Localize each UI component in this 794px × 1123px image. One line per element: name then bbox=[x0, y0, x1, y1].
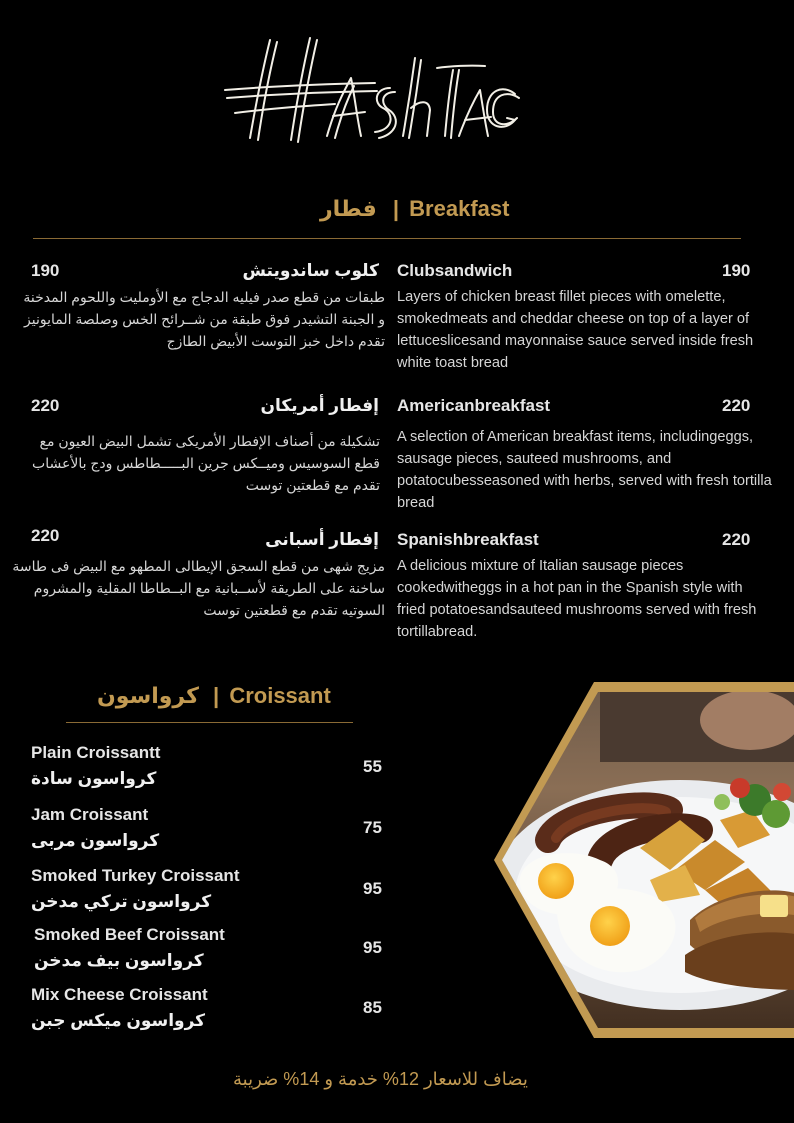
breakfast-title bbox=[320, 196, 509, 222]
croissant-name-ar: كرواسون تركي مدخن bbox=[31, 892, 212, 911]
croissant-price: 95 bbox=[363, 938, 382, 957]
item-name-ar: كلوب ساندويتش bbox=[242, 261, 379, 280]
item-name-en: Clubsandwich bbox=[397, 261, 513, 280]
item-name-ar: إفطار أسبانى bbox=[265, 530, 379, 549]
croissant-name-ar: كرواسون سادة bbox=[31, 769, 157, 788]
croissant-name-en: Plain Croissantt bbox=[31, 743, 161, 762]
croissant-price: 85 bbox=[363, 998, 382, 1017]
croissant-title-sep: | bbox=[213, 683, 220, 708]
croissant-title bbox=[97, 683, 331, 709]
croissant-name-ar: كرواسون ميكس جبن bbox=[31, 1011, 206, 1030]
croissant-price: 75 bbox=[363, 818, 382, 837]
item-price-en: 220 bbox=[722, 396, 751, 415]
croissant-title-ar: كرواسون bbox=[97, 683, 199, 708]
item-price-ar: 190 bbox=[31, 261, 60, 280]
item-desc-ar: طبقات من قطع صدر فيليه الدجاج مع الأومليت واللحوم المدخنة و الجبنة التشيدر فوق طبقة من شــرائح الخس وصلصة المايونيز تقدم داخل خبز التوست الأبيض الطازج bbox=[23, 289, 385, 349]
croissant-title-en: Croissant bbox=[229, 683, 331, 708]
item-price-ar: 220 bbox=[31, 396, 60, 415]
item-desc-en: A delicious mixture of Italian sausage pieces cookedwitheggs in a hot pan in the Spanish style with fried potatoesandsauteed mushrooms served with fresh tortillabread. bbox=[397, 558, 757, 640]
croissant-name-en: Smoked Beef Croissant bbox=[34, 925, 225, 944]
brand-logo bbox=[215, 28, 525, 158]
breakfast-photo bbox=[490, 680, 794, 1040]
croissant-divider bbox=[66, 722, 353, 723]
item-price-en: 220 bbox=[722, 530, 751, 549]
item-desc-ar: مزيج شهى من قطع السجق الإيطالى المطهو مع البيض فى طاسة ساخنة على الطريقة لأســبانية مع البــطاطا المقلية والمشروم السوتيه تقدم مع قطعتين توست bbox=[12, 558, 385, 618]
croissant-price: 55 bbox=[363, 757, 382, 776]
breakfast-divider bbox=[33, 238, 741, 239]
croissant-price: 95 bbox=[363, 879, 382, 898]
breakfast-title-sep: | bbox=[392, 196, 400, 221]
tax-note: يضاف للاسعار 12% خدمة و 14% ضريبة bbox=[233, 1069, 528, 1089]
item-price-en: 190 bbox=[722, 261, 751, 280]
item-name-ar: إفطار أمريكان bbox=[260, 396, 379, 415]
breakfast-title-en: Breakfast bbox=[409, 196, 510, 221]
croissant-name-ar: كرواسون بيف مدخن bbox=[34, 951, 204, 970]
croissant-name-ar: كرواسون مربى bbox=[31, 831, 160, 850]
croissant-name-en: Mix Cheese Croissant bbox=[31, 985, 208, 1004]
breakfast-title-ar: فطار bbox=[320, 196, 377, 221]
croissant-name-en: Smoked Turkey Croissant bbox=[31, 866, 240, 885]
item-name-en: Americanbreakfast bbox=[397, 396, 551, 415]
item-desc-en: A selection of American breakfast items, includingeggs, sausage pieces, sauteed mushrooms, and potatocubesseasoned with herbs, served with fresh tortilla bread bbox=[397, 429, 772, 511]
item-price-ar: 220 bbox=[31, 526, 60, 545]
croissant-name-en: Jam Croissant bbox=[31, 805, 149, 824]
item-name-en: Spanishbreakfast bbox=[397, 530, 539, 549]
item-desc-ar: تشكيلة من أصناف الإفطار الأمريكى تشمل البيض العيون مع قطع السوسيس وميــكس جرين البـــــطاطس ودج بالأعشاب تقدم مع قطعتين توست bbox=[32, 433, 380, 493]
item-desc-en: Layers of chicken breast fillet pieces with omelette, smokedmeats and cheddar cheese on top of a layer of lettuceslicesand mayonnaise sauce served inside fresh white toast bread bbox=[397, 289, 754, 371]
